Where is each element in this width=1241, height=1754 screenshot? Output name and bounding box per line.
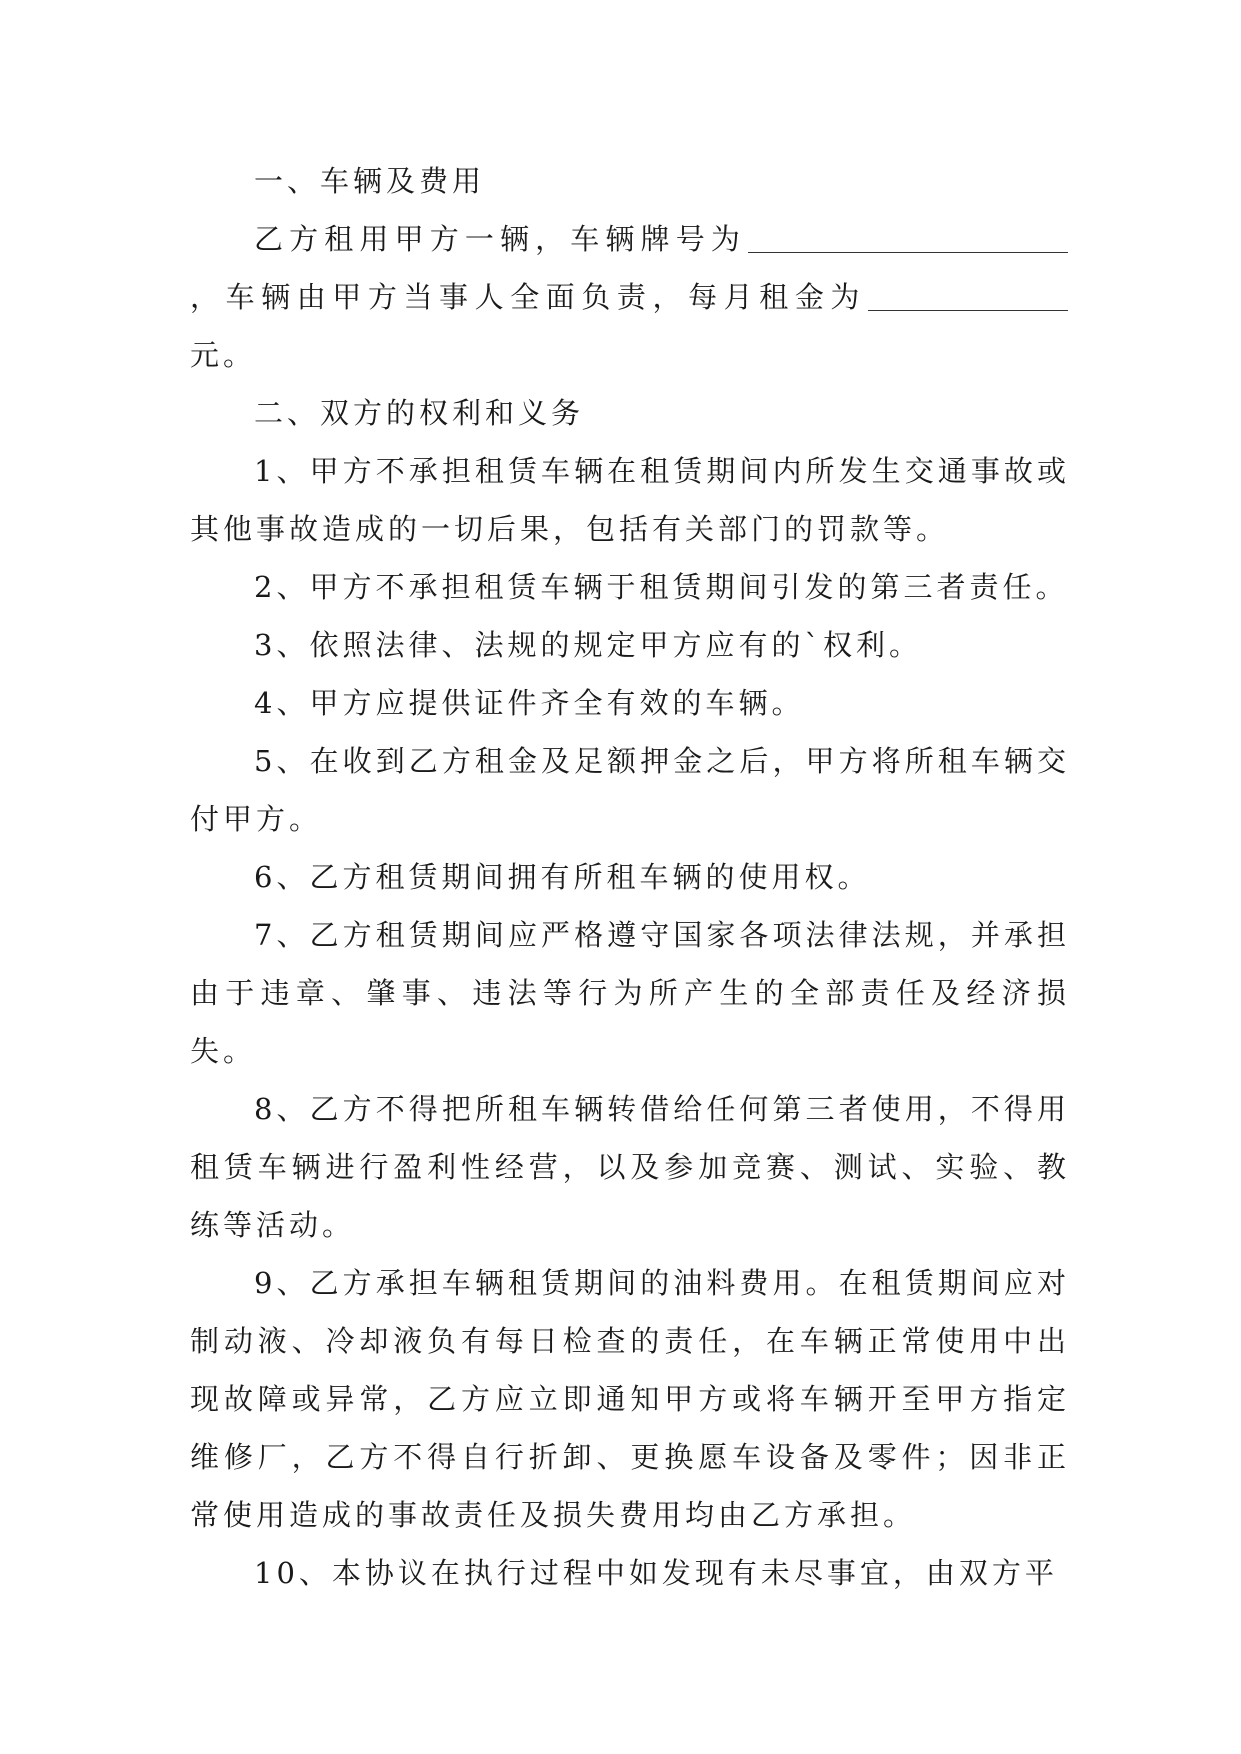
clause-item: 7、乙方租赁期间应严格遵守国家各项法律法规，并承担由于违章、肇事、违法等行为所产生的全部责任及经济损失。 bbox=[190, 918, 1070, 1068]
clause-item: 2、甲方不承担租赁车辆于租赁期间引发的第三者责任。 bbox=[254, 570, 1069, 604]
clause-item: 6、乙方租赁期间拥有所租车辆的使用权。 bbox=[254, 860, 871, 894]
clause-item: 9、乙方承担车辆租赁期间的油料费用。在租赁期间应对制动液、冷却液负有每日检查的责任，在车辆正常使用中出现故障或异常，乙方应立即通知甲方或将车辆开至甲方指定维修厂，乙方不得自行折卸、更换愿车设备及零件；因非正常使用造成的事故责任及损失费用均由乙方承担。 bbox=[190, 1266, 1070, 1532]
plate-number-blank bbox=[748, 222, 1068, 253]
monthly-rent-blank bbox=[868, 280, 1068, 311]
plate-number-label: 乙方租用甲方一辆，车辆牌号为 bbox=[254, 222, 746, 256]
clause-item: 8、乙方不得把所租车辆转借给任何第三者使用，不得用租赁车辆进行盈利性经营，以及参加竞赛、测试、实验、教练等活动。 bbox=[190, 1092, 1070, 1242]
clause-item: 3、依照法律、法规的规定甲方应有的`权利。 bbox=[254, 628, 922, 662]
monthly-rent-suffix: 元。 bbox=[190, 338, 257, 372]
plate-number-suffix: ， bbox=[190, 280, 226, 314]
section-heading-vehicle-fees: 一、车辆及费用 bbox=[254, 164, 486, 198]
clause-item: 10、本协议在执行过程中如发现有未尽事宜，由双方平 bbox=[254, 1556, 1058, 1590]
clause-item: 1、甲方不承担租赁车辆在租赁期间内所发生交通事故或其他事故造成的一切后果，包括有关部门的罚款等。 bbox=[190, 454, 1070, 546]
monthly-rent-label: 车辆由甲方当事人全面负责，每月租金为 bbox=[225, 280, 866, 314]
section-heading-rights-obligations: 二、双方的权利和义务 bbox=[254, 396, 585, 430]
document-body bbox=[190, 152, 1070, 1602]
clause-item: 5、在收到乙方租金及足额押金之后，甲方将所租车辆交付甲方。 bbox=[190, 744, 1070, 836]
vehicle-rental-clause bbox=[190, 210, 1070, 384]
clause-item: 4、甲方应提供证件齐全有效的车辆。 bbox=[254, 686, 805, 720]
